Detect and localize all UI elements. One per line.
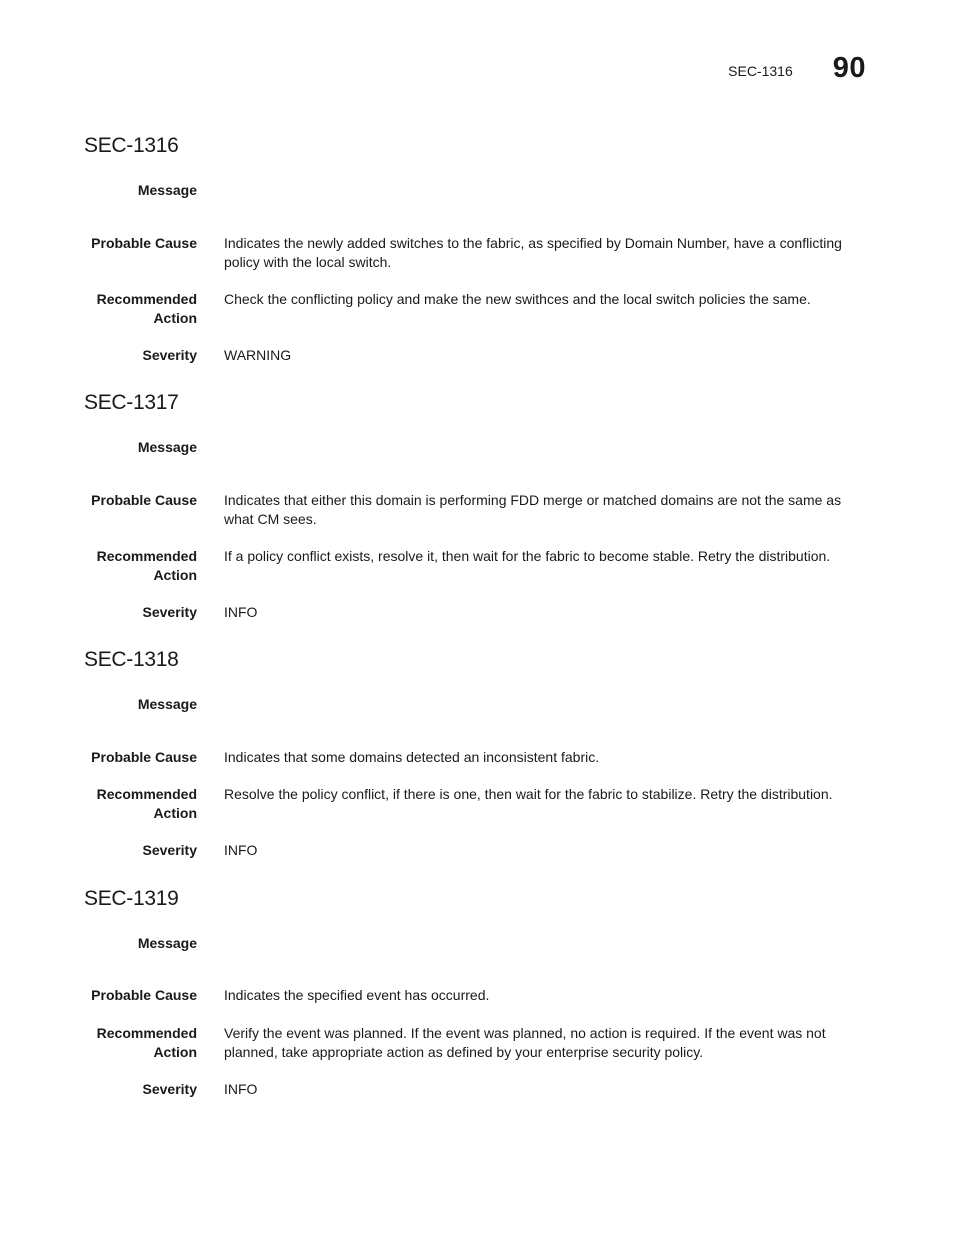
recommended-action-label-line2: Action <box>153 1044 197 1060</box>
severity-label: Severity <box>142 604 197 620</box>
probable-cause-label: Probable Cause <box>91 235 197 251</box>
recommended-action-value: Resolve the policy conflict, if there is one, then wait for the fabric to stabilize. Retry the distribution. <box>224 786 833 802</box>
probable-cause-label: Probable Cause <box>91 987 197 1003</box>
entry-title: SEC-1317 <box>84 391 179 414</box>
message-label: Message <box>137 935 197 951</box>
probable-cause-value: Indicates the newly added switches to the fabric, as specified by Domain Number, have a conflicting policy with the local switch. <box>224 235 842 270</box>
probable-cause-value: Indicates that either this domain is performing FDD merge or matched domains are not the same as what CM sees. <box>224 492 842 527</box>
severity-label: Severity <box>142 842 197 858</box>
recommended-action-value: Verify the event was planned. If the event was planned, no action is required. If the event was not planned, take appropriate action as defined by your enterprise security policy. <box>224 1025 826 1060</box>
probable-cause-label: Probable Cause <box>91 492 197 508</box>
severity-value: INFO <box>224 842 258 858</box>
header-chapter-number: 90 <box>832 52 866 84</box>
entry-title: SEC-1319 <box>84 887 179 910</box>
severity-label: Severity <box>142 1081 197 1097</box>
message-label: Message <box>137 182 197 198</box>
recommended-action-label-line2: Action <box>153 310 197 326</box>
severity-value: INFO <box>224 1081 258 1097</box>
recommended-action-label-line1: Recommended <box>96 1025 197 1041</box>
recommended-action-label-line1: Recommended <box>96 786 197 802</box>
recommended-action-label <box>67 290 197 328</box>
severity-value: INFO <box>224 604 258 620</box>
recommended-action-label <box>67 1024 197 1062</box>
running-header <box>728 52 866 85</box>
recommended-action-label-line2: Action <box>153 805 197 821</box>
recommended-action-label-line1: Recommended <box>96 548 197 564</box>
recommended-action-label <box>67 785 197 823</box>
message-label: Message <box>137 439 197 455</box>
message-label: Message <box>137 696 197 712</box>
entry-title: SEC-1316 <box>84 134 179 157</box>
severity-label: Severity <box>142 347 197 363</box>
probable-cause-value: Indicates that some domains detected an inconsistent fabric. <box>224 749 600 765</box>
header-section-code: SEC-1316 <box>728 62 793 79</box>
recommended-action-label-line2: Action <box>153 567 197 583</box>
probable-cause-value: Indicates the specified event has occurred. <box>224 987 490 1003</box>
probable-cause-label: Probable Cause <box>91 749 197 765</box>
recommended-action-value: If a policy conflict exists, resolve it, then wait for the fabric to become stable. Retry the distribution. <box>224 548 831 564</box>
severity-value: WARNING <box>224 347 292 363</box>
entry-title: SEC-1318 <box>84 648 179 671</box>
recommended-action-label-line1: Recommended <box>96 291 197 307</box>
recommended-action-label <box>67 547 197 585</box>
recommended-action-value: Check the conflicting policy and make the new swithces and the local switch policies the same. <box>224 291 811 307</box>
